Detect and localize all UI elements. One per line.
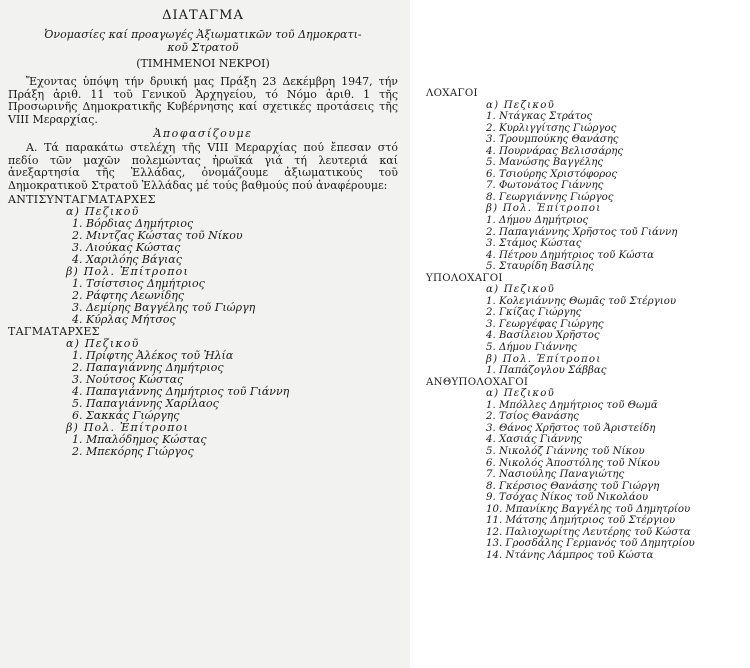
list-item: 3. Τρουμπούκης Θανάσης xyxy=(486,134,619,146)
list-item: 10. Μπανίκης Βαγγέλης τοῦ Δημητρίου xyxy=(486,503,691,515)
list-item: 1. Πρίφτης Ἀλέκος τοῦ Ἠλία xyxy=(72,349,234,362)
list-item: 1. Κολεγιάννης Θωμᾶς τοῦ Στέργιου xyxy=(486,295,677,307)
list-item: 2. Ράφτης Λεωνίδης xyxy=(72,289,185,302)
list-item: 3. Θάνος Χρῆστος τοῦ Ἀριστείδη xyxy=(486,422,656,434)
list-item: 3. Δεμίρης Βαγγέλης τοῦ Γιώργη xyxy=(72,301,256,314)
right-rank-lists xyxy=(424,88,750,561)
list-item: 11. Μάτσης Δημήτριος τοῦ Στέργιου xyxy=(486,515,676,527)
group-label: β) Πολ. Ἐπίτροποι xyxy=(66,421,189,434)
list-item: 7. Φωτονάτος Γιάννης xyxy=(486,180,604,192)
list-item: 3. Γεωργέφας Γιώργης xyxy=(486,318,604,330)
list-item: 8. Γεωργιάννης Γιώργος xyxy=(486,191,614,203)
list-item: 2. Κυρλιγγίτσης Γιώργος xyxy=(486,122,617,134)
decide-heading: Ἀποφασίζουμε xyxy=(153,127,253,140)
list-item: 8. Γκέρσιος Θανάσης τοῦ Γιώργη xyxy=(486,480,660,492)
list-item: 5. Μανώσης Βαγγέλης xyxy=(486,157,604,169)
list-item: 1. Τσίστσιος Δημήτριος xyxy=(72,277,205,290)
list-item: 4. Βασίλειου Χρῆστος xyxy=(486,330,600,342)
document-title: ΔΙΑΤΑΓΜΑ xyxy=(162,8,244,23)
list-item: 4. Παπαγιάννης Δημήτριος τοῦ Γιάννη xyxy=(72,385,290,398)
list-item: 5. Παπαγιάννης Χαρίλαος xyxy=(72,397,219,410)
list-item: 2. Γκίζας Γιώργης xyxy=(486,307,582,319)
list-item: 6. Τσιούρης Χριστόφορος xyxy=(486,168,618,180)
list-item: 4. Πουρνάρας Βελισσάρης xyxy=(486,145,624,157)
list-item: 2. Παπαγιάννης Χρῆστος τοῦ Γιάννη xyxy=(486,226,678,238)
rank-heading: ΛΟΧΑΓΟΙ xyxy=(426,88,478,99)
list-item: 4. Χαριλόης Βάγιας xyxy=(72,253,182,266)
group-label: α) Πεζικοῦ xyxy=(486,99,555,111)
list-item: 1. Παπάζογλου Σάββας xyxy=(486,365,607,377)
list-item: 2. Μιντζας Κώστας τοῦ Νίκου xyxy=(72,229,243,242)
list-item: 1. Ντάγκας Στράτος xyxy=(486,111,593,123)
list-item: 3. Νούτσος Κώστας xyxy=(72,373,184,386)
rank-heading: ΥΠΟΛΟΧΑΓΟΙ xyxy=(426,272,503,284)
list-item: 1. Μπαλόδημος Κώστας xyxy=(72,433,207,446)
rank-heading: ΑΝΘΥΠΟΛΟΧΑΓΟΙ xyxy=(426,376,529,388)
list-item: 1. Δήμου Δημήτριος xyxy=(486,215,589,227)
list-item: 3. Λιούκας Κώστας xyxy=(72,241,181,254)
document-subtitle-honored-dead: (ΤΙΜΗΜΕΝΟΙ ΝΕΚΡΟΙ) xyxy=(136,57,270,70)
rank-heading: ΑΝΤΙΣΥΝΤΑΓΜΑΤΑΡΧΕΣ xyxy=(8,193,156,206)
list-item: 2. Μπεκόρης Γιώργος xyxy=(72,445,194,458)
group-label: α) Πεζικοῦ xyxy=(66,337,140,350)
list-item: 5. Σταυρίδη Βασίλης xyxy=(486,261,594,273)
list-item: 2. Τσίος Θανάσης xyxy=(486,411,579,423)
list-item: 4. Πέτρου Δημήτριος τοῦ Κώστα xyxy=(486,249,654,261)
left-rank-lists xyxy=(8,194,398,458)
rank-heading: ΤΑΓΜΑΤΑΡΧΕΣ xyxy=(8,325,100,338)
list-item: 14. Ντάνης Λάμπρος τοῦ Κώστα xyxy=(486,549,654,561)
list-item: 5. Νικολόζ Γιάννης τοῦ Νίκου xyxy=(486,445,645,457)
group-label: β) Πολ. Ἐπίτροποι xyxy=(486,203,602,215)
right-column xyxy=(418,88,750,561)
list-item: 7. Νασιούλης Παναγιώτης xyxy=(486,469,625,481)
group-label: α) Πεζικοῦ xyxy=(66,205,140,218)
group-label: α) Πεζικοῦ xyxy=(486,388,555,400)
list-item: 13. Γροσδάλης Γερμανός τοῦ Δημητρίου xyxy=(486,538,695,550)
group-label: α) Πεζικοῦ xyxy=(486,284,555,296)
list-item: 4. Κύρλας Μήτσος xyxy=(72,313,176,326)
group-label: β) Πολ. Ἐπίτροποι xyxy=(486,353,602,365)
group-label: β) Πολ. Ἐπίτροποι xyxy=(66,265,189,278)
list-item: 1. Μπόλλες Δημήτριος τοῦ Θωμᾶ xyxy=(486,399,658,411)
list-item: 9. Τσόχας Νίκος τοῦ Νικολάου xyxy=(486,492,649,504)
document-subtitle: Ὀνομασίες καί προαγωγές Ἀξιωματικῶν τοῦ Δημοκρατι-κοῦ Στρατοῦ xyxy=(44,28,362,54)
list-item: 1. Βόρδιας Δημήτριος xyxy=(72,217,194,230)
list-item: 12. Παλιοχωρίτης Λευτέρης τοῦ Κώστα xyxy=(486,526,691,538)
intro-paragraph-1: Ἔχοντας ὑπόψη τήν δρυική μας Πράξη 23 Δεκέμβρη 1947, τήν Πράξη ἀριθ. 11 τοῦ Γενικοῦ Ἀρχηγείου, τό Νόμο ἀριθ. 1 τῆς Προσωρινῆς Δημοκρατικῆς Κυβέρνησης καί σχετικές προτάσεις τῆς VIII Μεραρχίας. xyxy=(8,75,398,126)
list-item: 2. Παπαγιάννης Δημήτριος xyxy=(72,361,224,374)
intro-paragraph-2: Α. Τά παρακάτω στελέχη τῆς VIII Μεραρχίας πού ἔπεσαν στό πεδίο τῶν μαχῶν πολεμώντας ἡρωϊκά γιά τή λευτεριά καί ἀνεξαρτησία τῆς Ἑλλάδας, ὀνομάζουμε ἀξιωματικούς τοῦ Δημοκρατικοῦ Στρατοῦ Ἑλλάδας μέ τούς βαθμούς πού ἀναφέρουμε: xyxy=(8,141,398,192)
list-item: 4. Χασιάς Γιάννης xyxy=(486,434,583,446)
list-item: 5. Δήμου Γιάννης xyxy=(486,342,577,354)
list-item: 6. Νικολός Ἀποστόλης τοῦ Νίκου xyxy=(486,457,660,469)
list-item: 6. Σακκάς Γιώργης xyxy=(72,409,180,422)
list-item: 3. Στάμος Κώστας xyxy=(486,238,582,250)
